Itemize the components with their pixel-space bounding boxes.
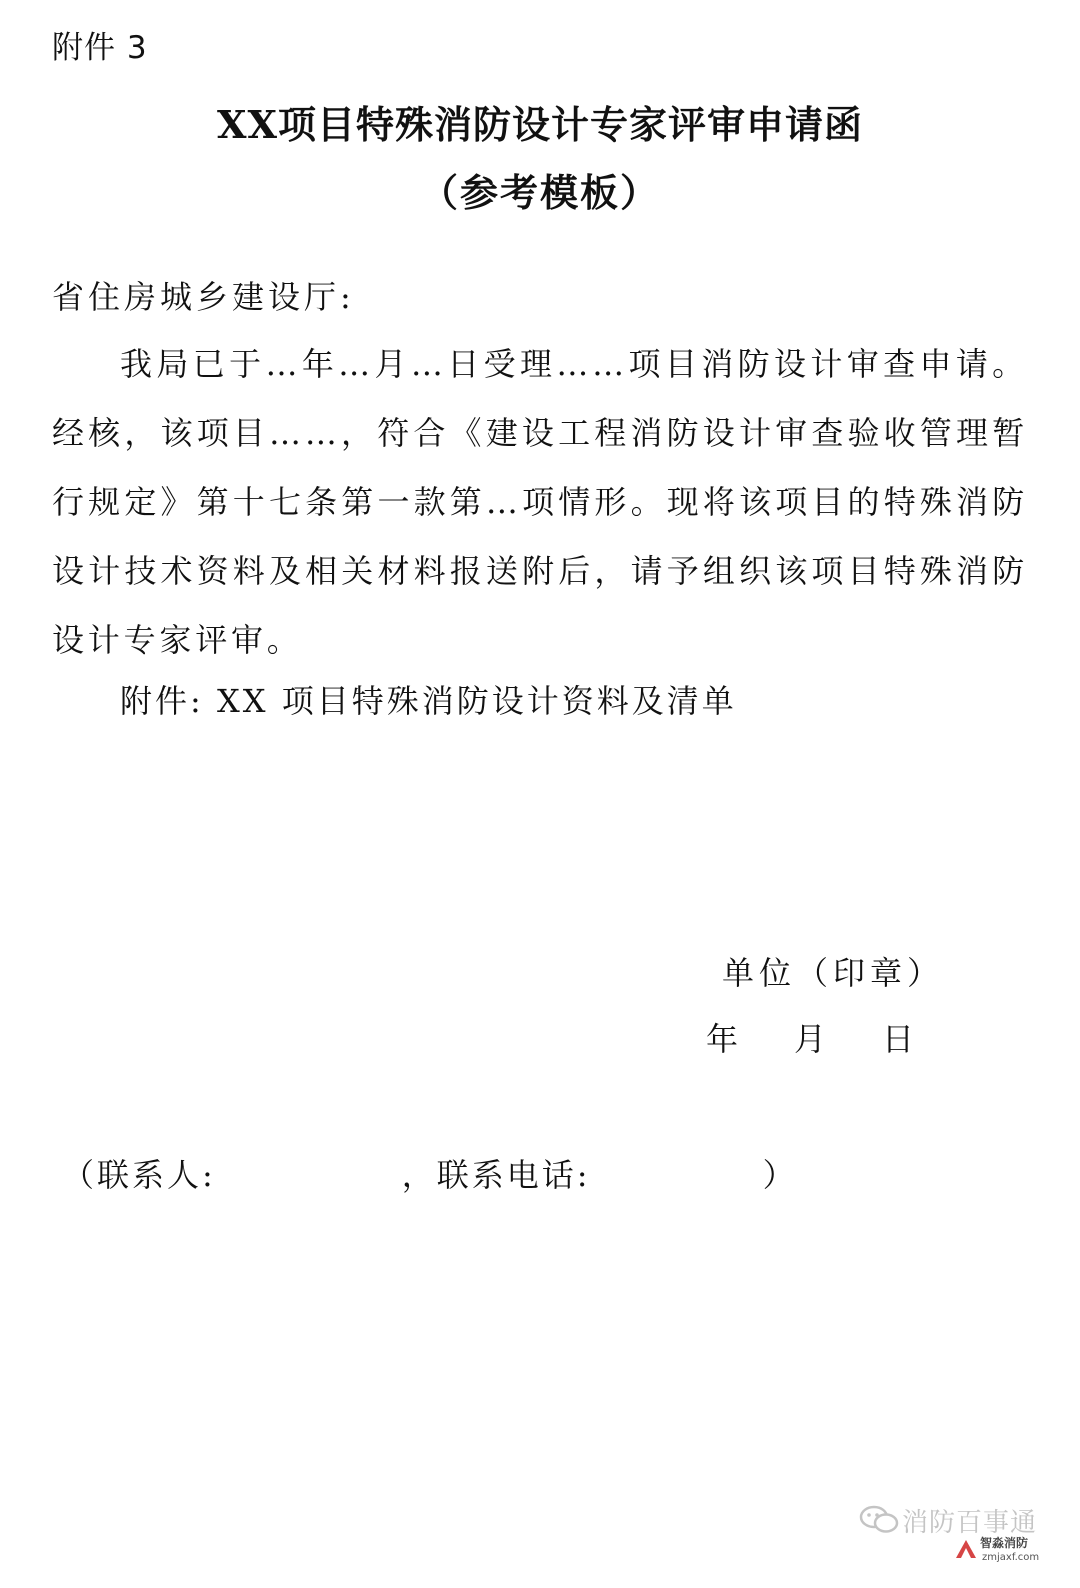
watermark-text: 消防百事通 (902, 1508, 1038, 1538)
unit-seal-label: 单位（印章） (722, 954, 945, 992)
day-label: 日 (882, 1020, 915, 1058)
year-label: 年 (706, 1020, 739, 1058)
brand-domain: zmjaxf.com (982, 1552, 1040, 1563)
contact-person-label: （联系人: (62, 1156, 216, 1194)
letter-body: 我局已于…年…月…日受理……项目消防设计审查申请。经核，该项目……，符合《建设工程消防设计审查验收管理暂行规定》第十七条第一款第…项情形。现将该项目的特殊消防设计技术资料及相关材料报送附后，请予组织该项目特殊消防设计专家评审。 (52, 345, 1028, 659)
month-label: 月 (794, 1020, 827, 1058)
brand-logo-icon (954, 1538, 978, 1560)
brand-name: 智淼消防 (980, 1536, 1029, 1550)
date-line (706, 1014, 914, 1060)
document-subtitle: （参考模板） (419, 170, 660, 215)
attachment-number-label: 附件 3 (52, 30, 148, 66)
wechat-icon (858, 1504, 902, 1536)
attachment-reference: 附件: XX 项目特殊消防设计资料及清单 (120, 682, 737, 720)
watermark (858, 1500, 1058, 1580)
contact-phone-label: ，联系电话: (401, 1156, 591, 1194)
recipient-line: 省住房城乡建设厅: (52, 278, 355, 316)
document-title: XX项目特殊消防设计专家评审申请函 (217, 102, 863, 147)
contact-close: ） (762, 1156, 798, 1194)
contact-line (62, 1150, 798, 1196)
